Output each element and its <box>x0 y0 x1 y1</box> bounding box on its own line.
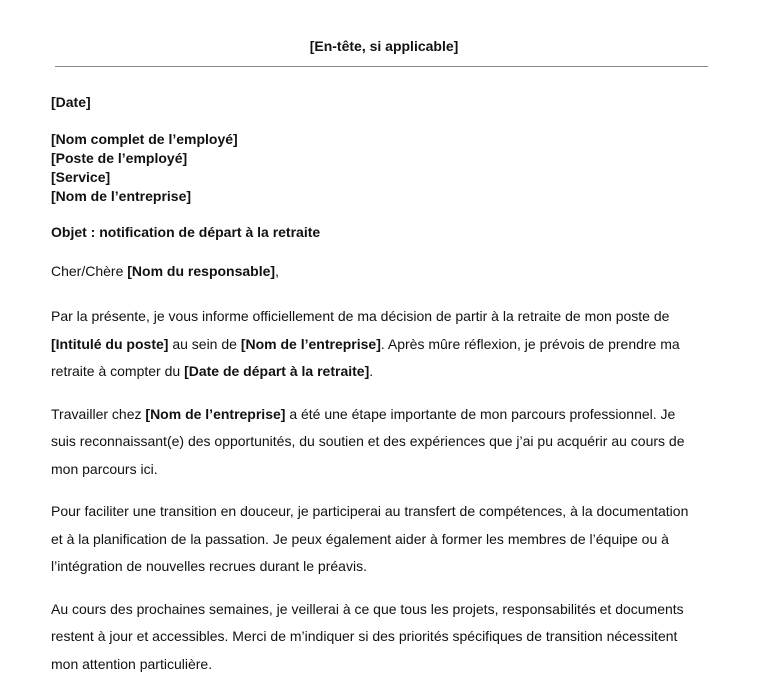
letter-date: [Date] <box>51 94 91 110</box>
job-title-placeholder: [Intitulé du poste] <box>51 335 169 352</box>
paragraph-1-line-3-prefix: retraite à compter du <box>51 363 185 379</box>
paragraph-3-line-3: l’intégration de nouvelles recrues durant le préavis. <box>51 558 367 574</box>
company-placeholder: [Nom de l’entreprise] <box>240 335 381 352</box>
letter-body <box>51 93 721 693</box>
paragraph-3-line-1: Pour faciliter une transition en douceur, je participerai au transfert de compétences, à la documentation <box>51 503 689 519</box>
recipient-position: [Poste de l’employé] <box>51 150 188 166</box>
greeting-suffix: , <box>275 263 279 279</box>
paragraph-2-line-1 <box>51 401 721 429</box>
header-divider <box>55 66 708 67</box>
company-placeholder: [Nom de l’entreprise] <box>145 405 286 422</box>
recipient-block <box>51 130 721 206</box>
greeting-prefix: Cher/Chère <box>51 263 128 279</box>
paragraph-4-line-3: mon attention particulière. <box>51 655 213 672</box>
paragraph-1-line-3-suffix: . <box>369 363 374 379</box>
letter-greeting <box>51 262 721 281</box>
paragraph-4 <box>51 596 721 679</box>
paragraph-1-line-3 <box>51 358 721 386</box>
paragraph-2-line-3: mon parcours ici. <box>51 460 158 477</box>
paragraph-1-middle: au sein de <box>168 335 241 352</box>
paragraph-2-line-1-rest: a été une étape importante de mon parcours professionnel. Je <box>285 405 676 422</box>
letter-subject: Objet : notification de départ à la retraite <box>51 224 321 240</box>
paragraph-4-line-1: Au cours des prochaines semaines, je veillerai à ce que tous les projets, responsabilités et documents <box>51 600 684 617</box>
letter-header: [En-tête, si applicable] <box>309 38 459 54</box>
paragraph-1 <box>51 303 721 386</box>
paragraph-3-line-2: et à la planification de la passation. Je peux également aider à former les membres de l’équipe ou à <box>51 530 669 547</box>
date-block <box>51 93 721 112</box>
recipient-name: [Nom complet de l’employé] <box>51 131 238 147</box>
paragraph-2 <box>51 401 721 484</box>
recipient-company: [Nom de l’entreprise] <box>51 188 192 204</box>
paragraph-2-line-2: suis reconnaissant(e) des opportunités, du soutien et des expériences que j’ai pu acquérir au cours de <box>51 433 685 449</box>
paragraph-4-line-2: restent à jour et accessibles. Merci de m’indiquer si des priorités spécifiques de transition nécessitent <box>51 628 678 644</box>
paragraph-2-prefix: Travailler chez <box>51 405 146 422</box>
paragraph-3 <box>51 498 721 581</box>
retirement-date-placeholder: [Date de départ à la retraite] <box>184 363 370 379</box>
greeting-name: [Nom du responsable] <box>127 263 276 279</box>
paragraph-1-rest: . Après mûre réflexion, je prévois de prendre ma <box>380 335 680 352</box>
recipient-service: [Service] <box>51 169 111 185</box>
paragraph-1-line-2 <box>51 331 721 359</box>
paragraph-1-line-1: Par la présente, je vous informe officiellement de ma décision de partir à la retraite de mon poste de <box>51 308 670 324</box>
